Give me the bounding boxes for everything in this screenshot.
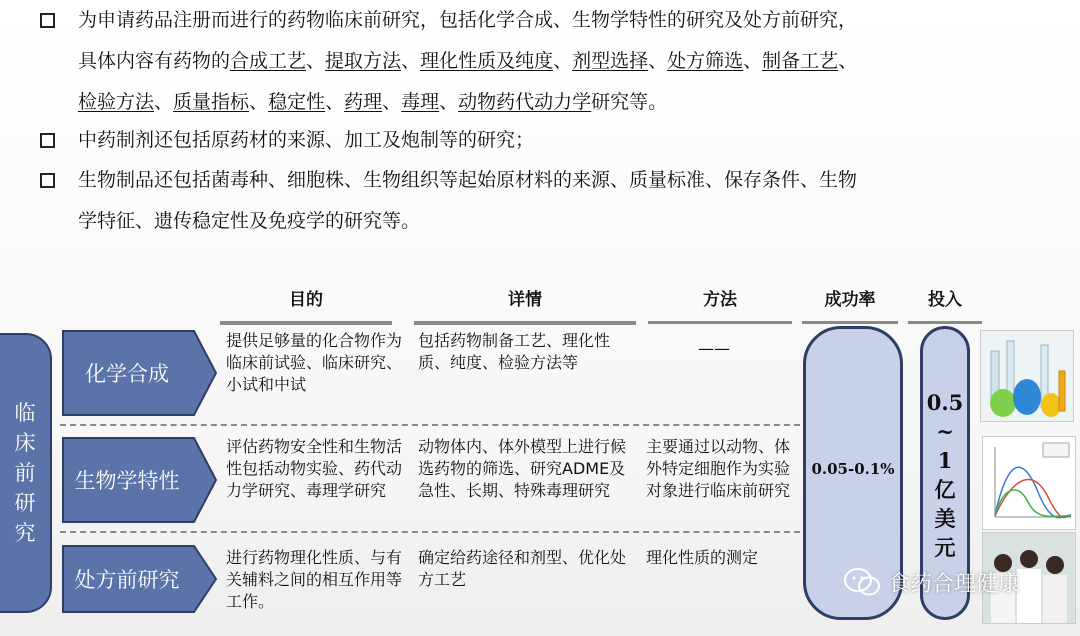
row-1-method: —— — [698, 339, 730, 358]
underlined-term: 质量指标 — [173, 91, 250, 113]
text-segment: 学特征、遗传稳定性及免疫学的研究等。 — [78, 210, 421, 232]
side-label-text: 临床前研究 — [14, 401, 36, 545]
category-label: 化学合成 — [85, 362, 169, 386]
underlined-term: 药理 — [344, 91, 383, 113]
row-2-purpose: 评估药物安全性和生物活性包括动物实验、药代动力学研究、毒理学研究 — [226, 437, 403, 500]
bullet-2 — [40, 120, 1000, 161]
underlined-term: 理化性质及纯度 — [420, 50, 554, 72]
investment-unit-3: 元 — [934, 535, 956, 560]
underlined-term: 稳定性 — [268, 91, 326, 113]
text-segment: 、 — [743, 50, 763, 72]
row-3-method: 理化性质的测定 — [646, 548, 759, 567]
category-arrow-chemical-synthesis — [62, 330, 218, 416]
bullet-box-icon — [40, 133, 55, 148]
success-rate-value: 0.05-0.1% — [811, 460, 895, 478]
row-1-purpose: 提供足够量的化合物作为临床前试验、临床研究、小试和中试 — [226, 331, 403, 394]
underlined-term: 毒理 — [401, 91, 440, 113]
header-investment: 投入 — [908, 285, 982, 324]
header-success-rate: 成功率 — [802, 285, 898, 324]
investment-amount-high: 1 — [937, 448, 953, 473]
text-segment: 、 — [154, 91, 174, 113]
text-segment: 、 — [553, 50, 573, 72]
underlined-term: 制备工艺 — [762, 50, 839, 72]
text-segment: 、 — [306, 50, 326, 72]
bullet-line — [78, 160, 1000, 201]
row-3-purpose: 进行药物理化性质、与有关辅料之间的相互作用等工作。 — [226, 548, 403, 611]
bullet-2-text — [78, 120, 1000, 161]
investment-tilde: ~ — [936, 419, 954, 444]
header-purpose: 目的 — [220, 285, 392, 325]
investment-unit-1: 亿 — [934, 477, 956, 502]
bullet-1-text — [78, 0, 1000, 123]
bullet-line — [78, 41, 1000, 82]
header-method: 方法 — [648, 285, 792, 324]
investment-amount-low: 0.5 — [926, 390, 964, 415]
text-segment: 生物制品还包括菌毒种、细胞株、生物组织等起始原材料的来源、质量标准、保存条件、生物 — [78, 169, 858, 191]
row-3-details: 确定给药途径和剂型、优化处方工艺 — [418, 548, 627, 589]
underlined-term: 检验方法 — [78, 91, 155, 113]
text-segment: 、 — [382, 91, 402, 113]
header-details: 详情 — [414, 285, 636, 325]
category-arrow-biological-properties — [62, 437, 218, 523]
text-segment: 研究等。 — [591, 91, 668, 113]
text-segment: 具体内容有药物的 — [78, 50, 231, 72]
text-segment: 、 — [648, 50, 668, 72]
text-segment: 为申请药品注册而进行的药物临床前研究，包括化学合成、生物学特性的研究及处方前研究， — [78, 9, 858, 31]
bullet-line — [78, 201, 1000, 242]
category-label: 生物学特性 — [74, 469, 180, 493]
category-label: 处方前研究 — [74, 568, 180, 592]
bullet-box-icon — [40, 13, 55, 28]
row-2-method: 主要通过以动物、体外特定细胞作为实验对象进行临床前研究 — [646, 437, 791, 500]
wechat-icon — [842, 566, 882, 598]
row-divider — [60, 531, 800, 533]
underlined-term: 动物药代动力学 — [458, 91, 592, 113]
text-segment: 中药制剂还包括原药材的来源、加工及炮制等的研究； — [78, 129, 535, 151]
watermark-text: 食药合理健康 — [888, 571, 1021, 597]
row-divider — [60, 424, 800, 426]
category-arrow-preformulation — [62, 545, 218, 613]
watermark — [842, 566, 1020, 598]
text-segment: 、 — [249, 91, 269, 113]
bullet-3-text — [78, 160, 1000, 242]
side-label-preclinical — [0, 333, 52, 613]
bullet-3 — [40, 160, 1000, 242]
bullet-box-icon — [40, 173, 55, 188]
row-1-details: 包括药物制备工艺、理化性质、纯度、检验方法等 — [418, 331, 611, 372]
flasks-illustration — [981, 331, 1073, 421]
bullet-line — [78, 0, 1000, 41]
investment-value — [920, 388, 970, 562]
pk-curve-chart-image — [982, 436, 1076, 530]
underlined-term: 处方筛选 — [667, 50, 744, 72]
bullet-line — [78, 120, 1000, 161]
bullet-line — [78, 82, 1000, 123]
text-segment: 、 — [401, 50, 421, 72]
text-segment: 、 — [325, 91, 345, 113]
pk-curve-illustration — [983, 437, 1075, 529]
text-segment: 、 — [439, 91, 459, 113]
underlined-term: 提取方法 — [325, 50, 402, 72]
investment-unit-2: 美 — [934, 506, 956, 531]
underlined-term: 剂型选择 — [572, 50, 649, 72]
row-2-details: 动物体内、体外模型上进行候选药物的筛选、研究ADME及急性、长期、特殊毒理研究 — [418, 437, 627, 500]
text-segment: 、 — [838, 50, 858, 72]
bullet-1 — [40, 0, 1000, 123]
underlined-term: 合成工艺 — [230, 50, 307, 72]
lab-flasks-image — [980, 330, 1074, 422]
